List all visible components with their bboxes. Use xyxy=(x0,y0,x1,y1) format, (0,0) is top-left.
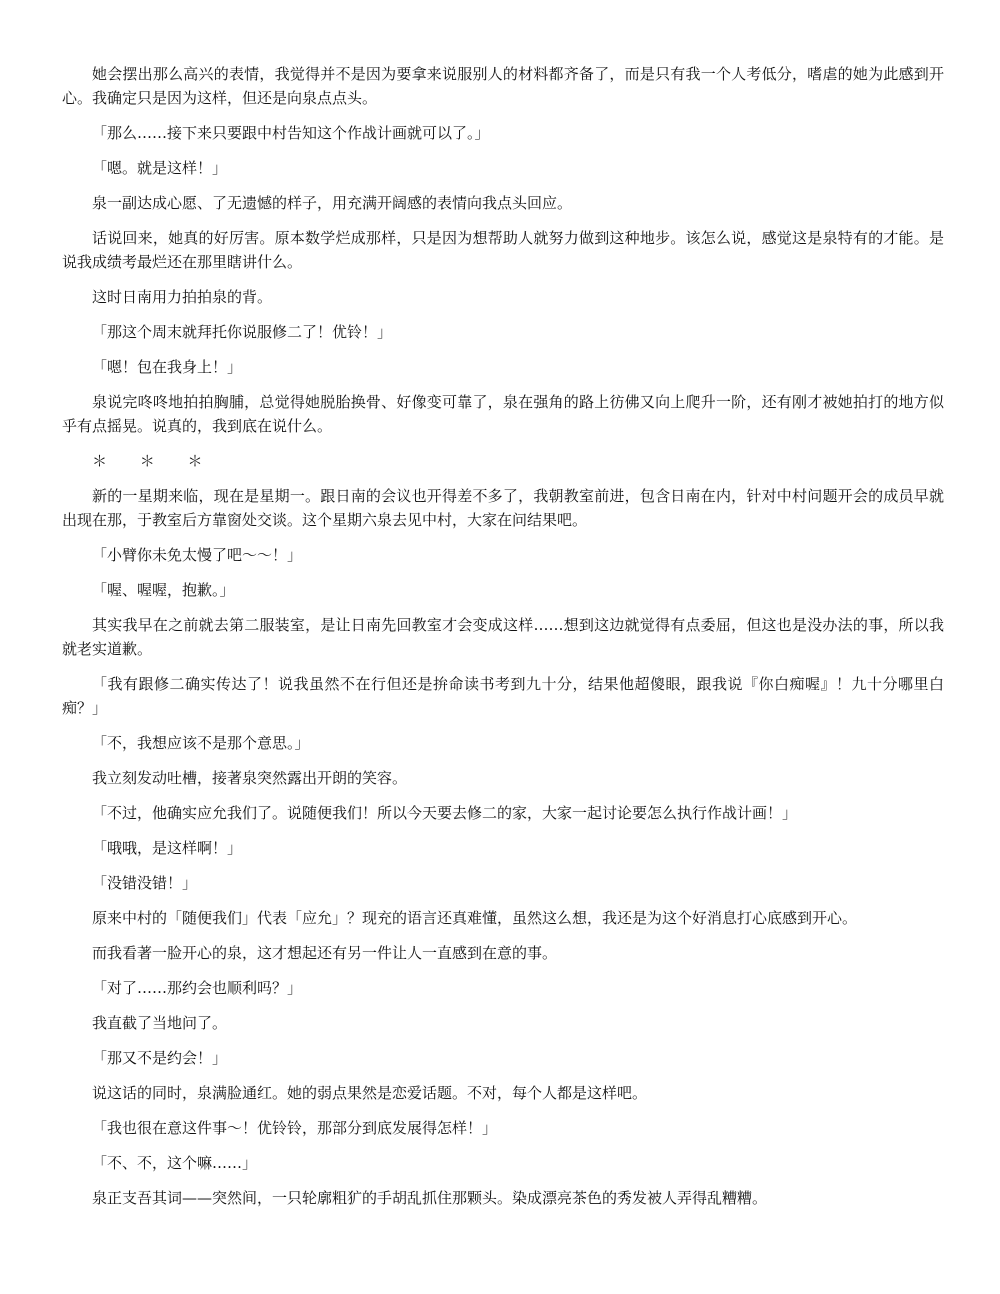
paragraph-26: 「我也很在意这件事～！优铃铃，那部分到底发展得怎样！」 xyxy=(92,1119,498,1137)
paragraph-21: 而我看著一脸开心的泉，这才想起还有另一件让人一直感到在意的事。 xyxy=(92,944,558,962)
paragraph-28: 泉正支吾其词——突然间，一只轮廓粗犷的手胡乱抓住那颗头。染成漂亮茶色的秀发被人弄得乱糟糟。 xyxy=(92,1189,768,1207)
paragraph-22: 「对了……那约会也顺利吗？」 xyxy=(92,979,303,997)
paragraph-4: 泉一副达成心愿、了无遗憾的样子，用充满开阔感的表情向我点头回应。 xyxy=(92,194,573,212)
paragraph-7: 「那这个周末就拜托你说服修二了！优铃！」 xyxy=(92,323,393,341)
paragraph-9: 泉说完咚咚地拍拍胸脯，总觉得她脱胎换骨、好像变可靠了，泉在强角的路上彷佛又向上爬升一阶，还有刚才被她拍打的地方似乎有点摇晃。说真的，我到底在说什么。 xyxy=(62,393,944,435)
paragraph-14: 「我有跟修二确实传达了！说我虽然不在行但还是拚命读书考到九十分，结果他超傻眼，跟我说『你白痴喔』！九十分哪里白痴？」 xyxy=(62,675,944,717)
scene-separator: ＊ ＊ ＊ xyxy=(92,452,207,470)
paragraph-3: 「嗯。就是这样！」 xyxy=(92,159,228,177)
paragraph-1: 她会摆出那么高兴的表情，我觉得并不是因为要拿来说服别人的材料都齐备了，而是只有我一个人考低分，嗜虐的她为此感到开心。我确定只是因为这样，但还是向泉点点头。 xyxy=(62,65,944,107)
paragraph-16: 我立刻发动吐槽，接著泉突然露出开朗的笑容。 xyxy=(92,769,408,787)
paragraph-10: 新的一星期来临，现在是星期一。跟日南的会议也开得差不多了，我朝教室前进，包含日南在内，针对中村问题开会的成员早就出现在那，于教室后方靠窗处交谈。这个星期六泉去见中村，大家在问结果吧。 xyxy=(62,487,944,529)
paragraph-12: 「喔、喔喔，抱歉。」 xyxy=(92,581,235,599)
paragraph-23: 我直截了当地问了。 xyxy=(92,1014,228,1032)
paragraph-27: 「不、不，这个嘛……」 xyxy=(92,1154,258,1172)
paragraph-15: 「不，我想应该不是那个意思。」 xyxy=(92,734,310,752)
paragraph-17: 「不过，他确实应允我们了。说随便我们！所以今天要去修二的家，大家一起讨论要怎么执行作战计画！」 xyxy=(92,804,798,822)
paragraph-24: 「那又不是约会！」 xyxy=(92,1049,228,1067)
paragraph-25: 说这话的同时，泉满脸通红。她的弱点果然是恋爱话题。不对，每个人都是这样吧。 xyxy=(92,1084,648,1102)
paragraph-8: 「嗯！包在我身上！」 xyxy=(92,358,243,376)
paragraph-6: 这时日南用力拍拍泉的背。 xyxy=(92,288,273,306)
paragraph-5: 话说回来，她真的好厉害。原本数学烂成那样，只是因为想帮助人就努力做到这种地步。该怎么说，感觉这是泉特有的才能。是说我成绩考最烂还在那里瞎讲什么。 xyxy=(62,229,944,271)
paragraph-2: 「那么……接下来只要跟中村告知这个作战计画就可以了。」 xyxy=(92,124,490,142)
paragraph-13: 其实我早在之前就去第二服装室，是让日南先回教室才会变成这样……想到这边就觉得有点委屈，但这也是没办法的事，所以我就老实道歉。 xyxy=(62,616,944,658)
paragraph-11: 「小臂你未免太慢了吧～～！」 xyxy=(92,546,303,564)
document-page xyxy=(62,62,944,1221)
paragraph-20: 原来中村的「随便我们」代表「应允」？现充的语言还真难懂，虽然这么想，我还是为这个好消息打心底感到开心。 xyxy=(92,909,858,927)
paragraph-18: 「哦哦，是这样啊！」 xyxy=(92,839,243,857)
paragraph-19: 「没错没错！」 xyxy=(92,874,198,892)
